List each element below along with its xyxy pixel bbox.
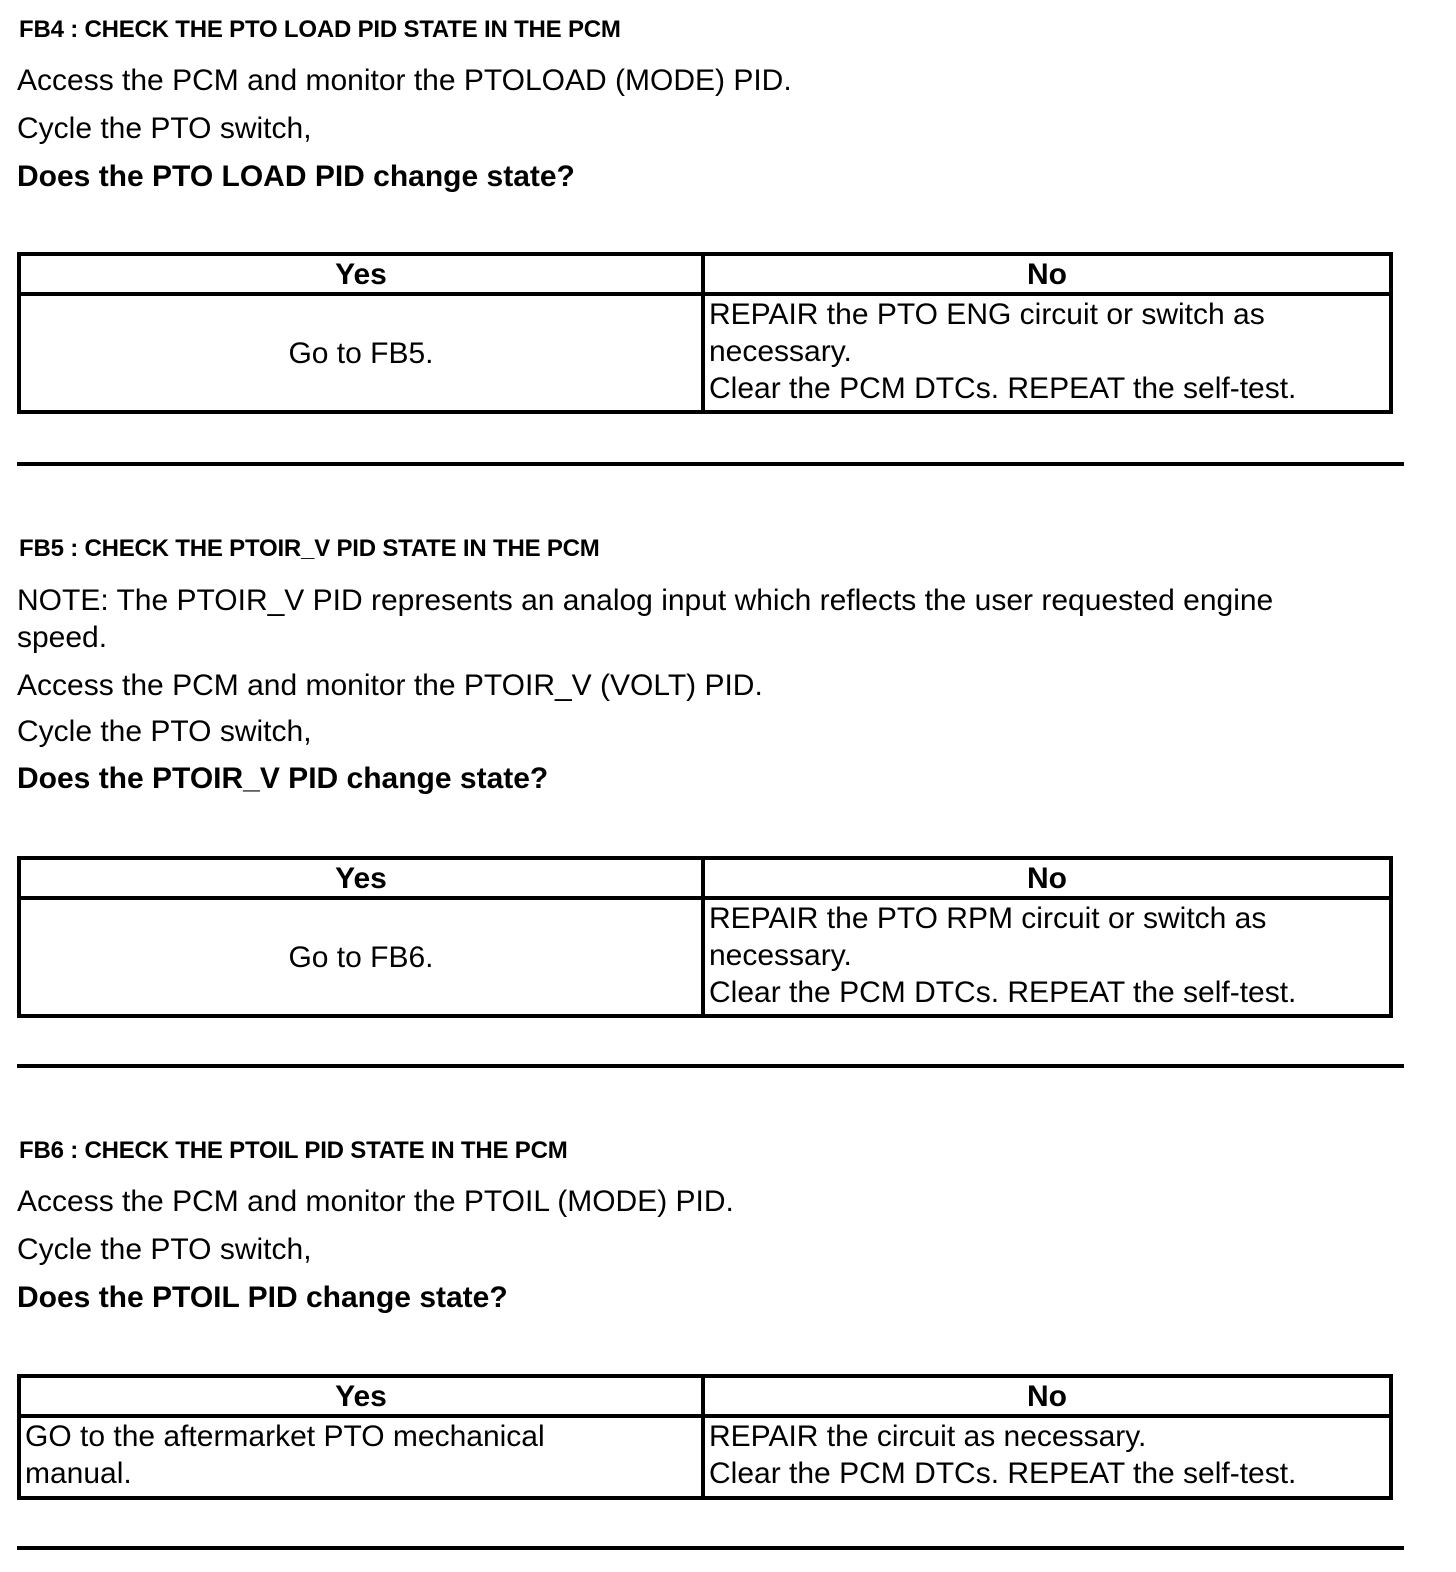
fb6-result-table [17, 1374, 1393, 1500]
section-divider [17, 1546, 1404, 1550]
table-header-row [21, 256, 1389, 296]
fb6-instruction-2: Cycle the PTO switch, [17, 1233, 312, 1266]
section-divider [17, 1064, 1404, 1068]
no-header: No [1027, 1380, 1067, 1413]
yes-cell [21, 900, 705, 1014]
table-row [21, 296, 1389, 410]
yes-header: Yes [21, 256, 705, 292]
yes-text: Go to FB5. [288, 336, 434, 370]
no-text-line: Clear the PCM DTCs. REPEAT the self-test. [709, 1457, 1297, 1490]
table-header-row [21, 1378, 1389, 1418]
fb5-instruction-2: Cycle the PTO switch, [17, 715, 312, 748]
yes-header: Yes [21, 1378, 705, 1414]
table-row [21, 900, 1389, 1014]
no-header: No [1027, 862, 1067, 895]
yes-text: Go to FB6. [288, 940, 434, 974]
no-cell [705, 900, 1389, 1014]
yes-header: Yes [21, 860, 705, 896]
no-cell [705, 1418, 1389, 1496]
fb4-result-table [17, 252, 1393, 414]
yes-cell [21, 1418, 705, 1496]
no-text-line: REPAIR the circuit as necessary. [709, 1420, 1147, 1453]
fb4-title: FB4 : CHECK THE PTO LOAD PID STATE IN THE PCM [19, 16, 621, 43]
fb5-result-table [17, 856, 1393, 1018]
fb6-instruction-1: Access the PCM and monitor the PTOIL (MODE) PID. [17, 1185, 734, 1218]
no-header: No [1027, 258, 1067, 291]
no-text-line: Clear the PCM DTCs. REPEAT the self-test. [709, 372, 1297, 405]
table-header-row [21, 860, 1389, 900]
fb6-question: Does the PTOIL PID change state? [17, 1281, 508, 1314]
no-cell [705, 296, 1389, 410]
no-text-line: REPAIR the PTO RPM circuit or switch as [709, 902, 1267, 935]
no-text-line: REPAIR the PTO ENG circuit or switch as [709, 298, 1265, 331]
fb4-instruction-1: Access the PCM and monitor the PTOLOAD (MODE) PID. [17, 64, 792, 97]
yes-text-line: manual. [25, 1457, 132, 1490]
no-text-line: necessary. [709, 335, 852, 368]
no-text-line: necessary. [709, 939, 852, 972]
fb4-instruction-2: Cycle the PTO switch, [17, 112, 312, 145]
yes-text-line: GO to the aftermarket PTO mechanical [25, 1420, 545, 1453]
fb5-instruction-1: Access the PCM and monitor the PTOIR_V (VOLT) PID. [17, 669, 763, 702]
fb5-title: FB5 : CHECK THE PTOIR_V PID STATE IN THE PCM [19, 535, 600, 562]
table-row [21, 1418, 1389, 1496]
fb6-title: FB6 : CHECK THE PTOIL PID STATE IN THE PCM [19, 1137, 568, 1164]
yes-cell [21, 296, 705, 410]
fb4-question: Does the PTO LOAD PID change state? [17, 160, 575, 193]
fb5-note: NOTE: The PTOIR_V PID represents an analog input which reflects the user requested engine speed. [17, 584, 1274, 654]
section-divider [17, 462, 1404, 466]
fb5-question: Does the PTOIR_V PID change state? [17, 762, 549, 795]
no-text-line: Clear the PCM DTCs. REPEAT the self-test. [709, 976, 1297, 1009]
